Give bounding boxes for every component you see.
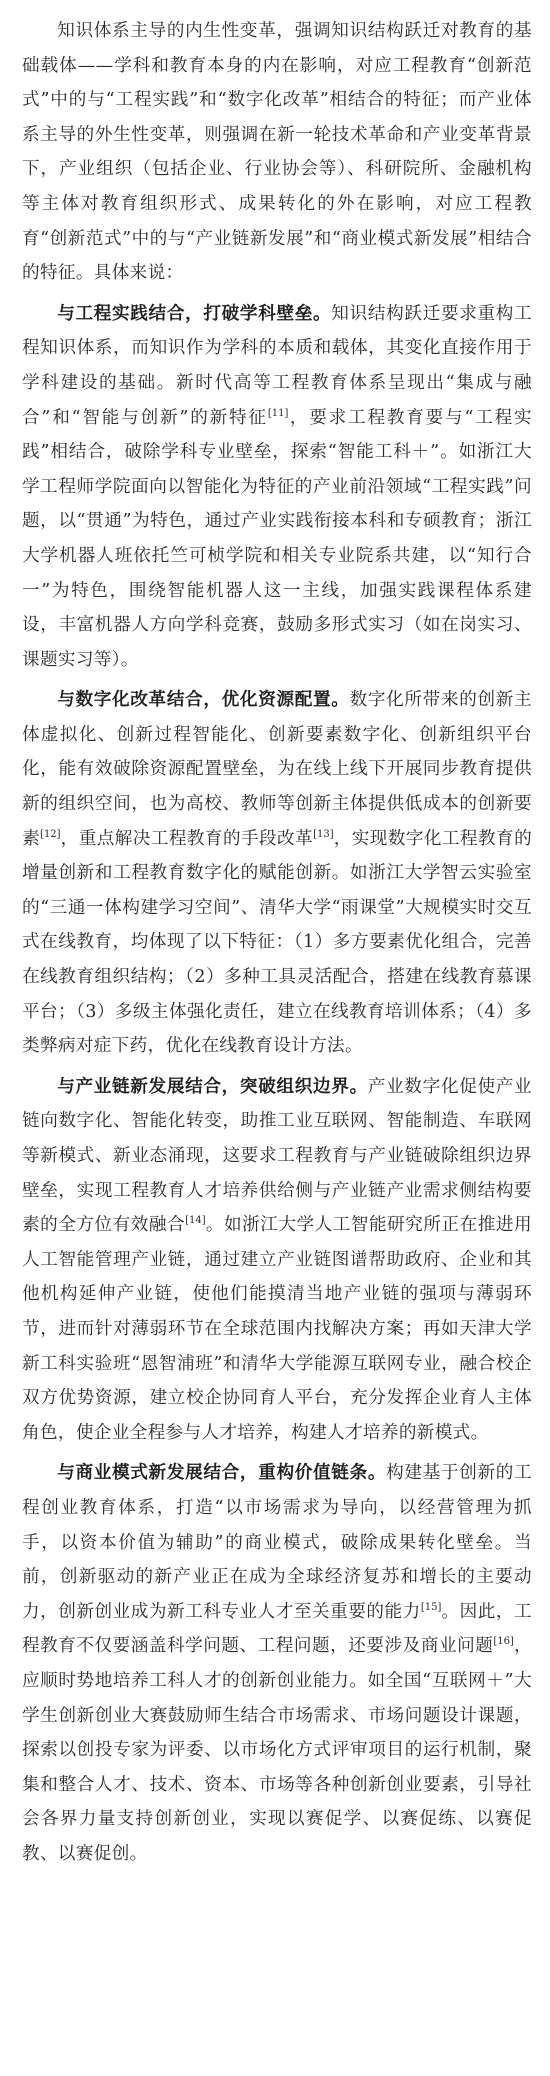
paragraph-lead-heading: 与工程实践结合，打破学科壁垒。 — [57, 302, 332, 324]
paragraph-text: 知识结构跃迁要求重构工程知识体系，而知识作为学科的本质和载体，其变化直接作用于学科建设的基础。新时代高等工程教育体系呈现出“集成与融合”和“智能与创新”的新特征 — [22, 303, 532, 428]
citation-ref: [13] — [313, 828, 334, 840]
paragraph-lead-heading: 与商业模式新发展结合，重构价值链条。 — [57, 1462, 387, 1484]
paragraph-text: 产业数字化促使产业链向数字化、智能化转变，助推工业互联网、智能制造、车联网等新模式、新业态涌现，这要求工程教育与产业链破除组织边界壁垒，实现工程教育人才培养供给侧与产业链产业需求侧结构要素的全方位有效融合 — [22, 1076, 532, 1236]
paragraph-intro — [22, 14, 532, 291]
paragraph-digital-reform — [22, 683, 532, 1064]
paragraph-text: ，实现数字化工程教育的增量创新和工程教育数字化的赋能创新。如浙江大学智云实验室的“三通一体构建学习空间”、清华大学“雨课堂”大规模实时交互式在线教育，均体现了以下特征：（1）多方要素优化组合，完善在线教育组织结构；（2）多种工具灵活配合，搭建在线教育慕课平台；（3）多级主体强化责任，建立在线教育培训体系；（4）多类弊病对症下药，优化在线教育设计方法。 — [22, 828, 533, 1057]
citation-ref: [15] — [420, 1601, 442, 1613]
citation-ref: [14] — [185, 1215, 206, 1227]
paragraph-text: ，重点解决工程教育的手段改革 — [60, 828, 314, 849]
paragraph-text: 。如浙江大学人工智能研究所正在推进用人工智能管理产业链，通过建立产业链图谱帮助政府、企业和其他机构延伸产业链，使他们能摸清当地产业链的强项与薄弱环节，进而针对薄弱环节在全球范围内找解决方案；再如天津大学新工科实验班“恩智浦班”和清华大学能源互联网专业，融合校企双方优势资源，建立校企协同育人平台，充分发挥企业育人主体角色，使企业全程参与人才培养，构建人才培养的新模式。 — [22, 1215, 532, 1443]
citation-ref: [12] — [40, 828, 61, 840]
paragraph-text: 。因此，工程教育不仅要涵盖科学问题、工程问题，还要涉及商业问题 — [22, 1601, 532, 1657]
paragraph-text: 数字化所带来的创新主体虚拟化、创新过程智能化、创新要素数字化、创新组织平台化，能有效破除资源配置壁垒，为在线上线下开展同步教育提供新的组织空间，也为高校、教师等创新主体提供低成本的创新要素 — [22, 690, 532, 849]
paragraph-text: 构建基于创新的工程创业教育体系，打造“以市场需求为导向，以经营管理为抓手，以资本价值为辅助”的商业模式，破除成果转化壁垒。当前，创新驱动的新产业正在成为全球经济复苏和增长的主要动力，创新创业成为新工科专业人才至关重要的能力 — [22, 1463, 532, 1622]
paragraph-engineering-practice — [22, 297, 532, 678]
citation-ref: [16] — [493, 1636, 514, 1648]
paragraph-lead-heading: 与产业链新发展结合，突破组织边界。 — [57, 1075, 368, 1097]
paragraph-lead-heading: 与数字化改革结合，优化资源配置。 — [57, 689, 350, 711]
paragraph-text: ，应顺时势地培养工科人才的创新创业能力。如全国“互联网＋”大学生创新创业大赛鼓励师生结合市场需求、市场问题设计课题，探索以创投专家为评委、以市场化方式评审项目的运行机制，聚集和整合人才、技术、资本、市场等各种创新创业要素，引导社会各界力量支持创新创业，实现以赛促学、以赛促练、以赛促教、以赛促创。 — [22, 1636, 532, 1864]
paragraph-business-model — [22, 1456, 532, 1871]
citation-ref: [11] — [267, 407, 289, 419]
paragraph-text: 知识体系主导的内生性变革，强调知识结构跃迁对教育的基础载体——学科和教育本身的内在影响，对应工程教育“创新范式”中的与“工程实践”和“数字化改革”相结合的特征；而产业体系主导的外生性变革，则强调在新一轮技术革命和产业变革背景下，产业组织（包括企业、行业协会等）、科研院所、金融机构等主体对教育组织形式、成果转化的外在影响，对应工程教育“创新范式”中的与“产业链新发展”和“商业模式新发展”相结合的特征。具体来说： — [22, 21, 532, 284]
paragraph-text: ，要求工程教育要与“工程实践”相结合，破除学科专业壁垒，探索“智能工科＋”。如浙江大学工程师学院面向以智能化为特征的产业前沿领域“工程实践”问题，以“贯通”为特色，通过产业实践衔接本科和专硕教育；浙江大学机器人班依托竺可桢学院和相关专业院系共建，以“知行合一”为特色，围绕智能机器人这一主线，加强实践课程体系建设，丰富机器人方向学科竞赛，鼓励多形式实习（如在岗实习、课题实习等）。 — [22, 407, 533, 670]
paragraph-industry-chain — [22, 1070, 532, 1451]
